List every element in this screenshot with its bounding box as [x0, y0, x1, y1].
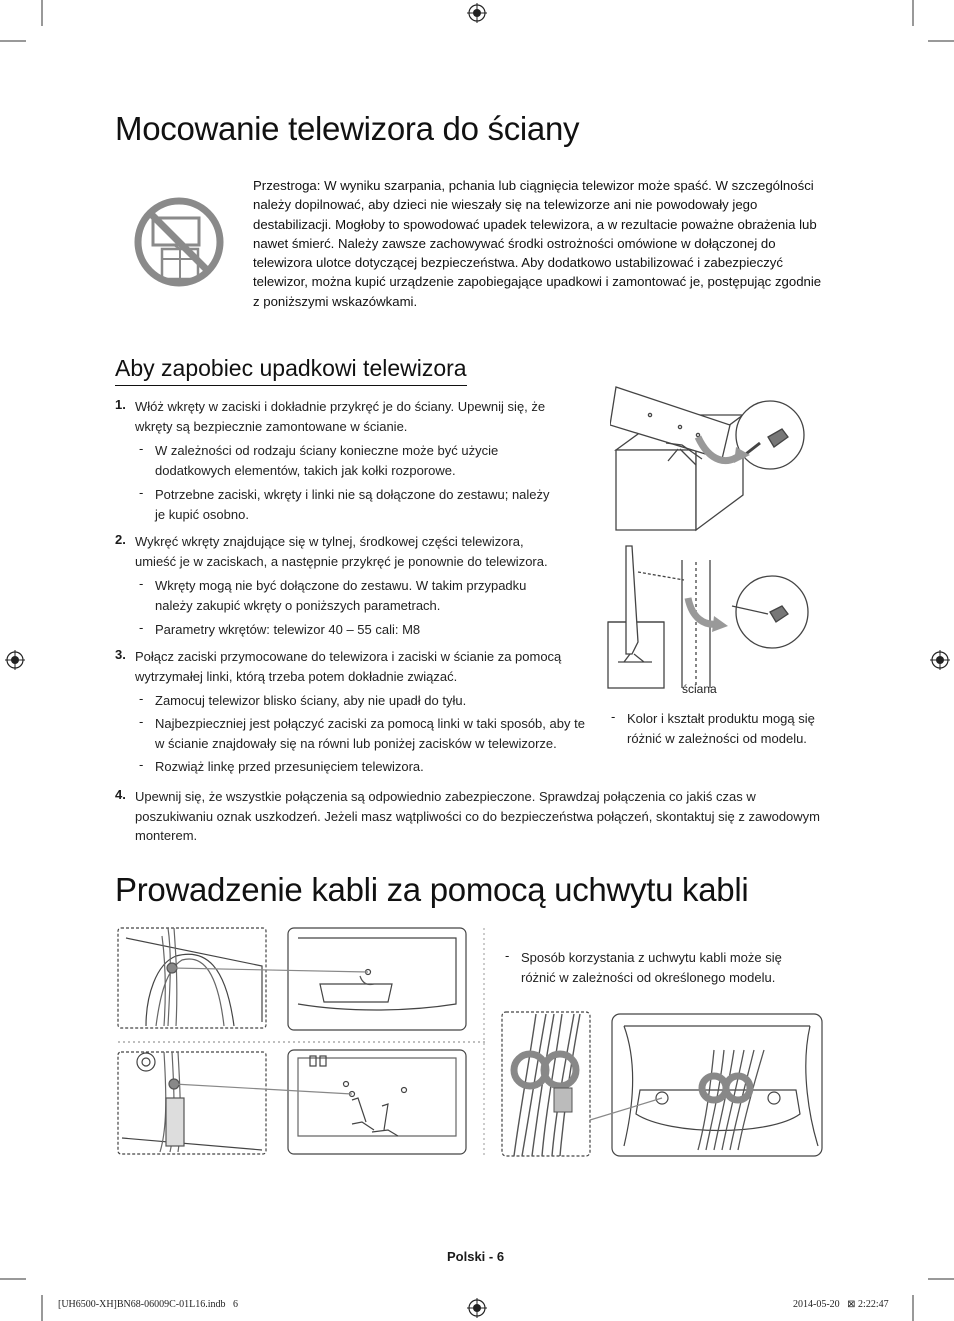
subsection-title-prevent-fall: Aby zapobiec upadkowi telewizora [115, 355, 467, 386]
step-text: Włóż wkręty w zaciski i dokładnie przykręć je do ściany. Upewnij się, że wkręty są bezpiecznie zamontowane w ścianie. [135, 399, 546, 434]
note-dash: - [505, 948, 510, 963]
note-dash: - [139, 691, 144, 706]
cable-holder-note: Sposób korzystania z uchwytu kabli może się różnić w zależności od określonego modelu. [521, 950, 782, 985]
step-note: Zamocuj telewizor blisko ściany, aby nie upadł do tyłu. [155, 693, 467, 708]
step-note: Rozwiąż linkę przed przesunięciem telewizora. [155, 759, 424, 774]
step-text: Upewnij się, że wszystkie połączenia są odpowiednio zabezpieczone. Sprawdzaj połączenia co jakiś czas w poszukiwaniu oznak uszkodzeń. Jeżeli masz wątpliwości co do bezpieczeństwa połączeń, skontaktuj się z zawodowym monterem. [135, 789, 821, 844]
step-note: Potrzebne zaciski, wkręty i linki nie są dołączone do zestawu; należy je kupić osobno. [155, 487, 550, 522]
step-note: Wkręty mogą nie być dołączone do zestawu. W takim przypadku należy zakupić wkręty o poniższych parametrach. [155, 578, 527, 613]
step-number: 1. [115, 397, 126, 412]
registration-target-icon [5, 650, 25, 670]
registration-target-icon [930, 650, 950, 670]
tv-wall-side-view-illustration [604, 542, 814, 692]
registration-target-icon [467, 1298, 487, 1318]
step-note: W zależności od rodzaju ściany konieczne może być użycie dodatkowych elementów, takich jak kołki rozporowe. [155, 443, 499, 478]
section-title-wall-mount: Mocowanie telewizora do ściany [115, 110, 580, 147]
section-title-cable-management: Prowadzenie kabli za pomocą uchwytu kabli [115, 871, 749, 908]
note-dash: - [139, 757, 144, 772]
note-dash: - [139, 485, 144, 500]
step-number: 3. [115, 647, 126, 662]
step-text: Połącz zaciski przymocowane do telewizora i zaciski w ścianie za pomocą wytrzymałej linki, którą trzeba potem dokładnie związać. [135, 649, 562, 684]
note-dash: - [139, 714, 144, 729]
step-note: Najbezpieczniej jest połączyć zaciski za pomocą linki w taki sposób, aby te w ścianie znajdowały się na równi lub poniżej zacisków w telewizorze. [155, 716, 585, 751]
print-file-info: [UH6500-XH]BN68-06009C-01L16.indb 6 [58, 1299, 238, 1310]
tv-stand-clip-illustration [610, 385, 810, 533]
step-text: Wykręć wkręty znajdujące się w tylnej, środkowej części telewizora, umieść je w zaciskach, a następnie przykręć je ponownie do telewizora. [135, 534, 548, 569]
note-dash: - [139, 576, 144, 591]
step-number: 2. [115, 532, 126, 547]
figure-note: Kolor i kształt produktu mogą się różnić w zależności od modelu. [627, 711, 815, 746]
wall-label: ściana [682, 682, 717, 696]
page-number: Polski - 6 [447, 1249, 505, 1264]
note-dash: - [139, 620, 144, 635]
print-timestamp: 2014-05-20 ⊠ 2:22:47 [793, 1299, 889, 1310]
cable-holder-illustrations-left [116, 926, 488, 1160]
note-dash: - [139, 441, 144, 456]
caution-warning-text: Przestroga: W wyniku szarpania, pchania lub ciągnięcia telewizor może spaść. W szczególności należy dopilnować, aby dzieci nie wieszały się na telewizorze ani nie powodowały jego destabilizacji. Mogłoby to spowodować upadek telewizora, a w rezultacie poważne obrażenia lub nawet śmierć. Należy zawsze zachowywać środki ostrożności omówione w dołączonej do telewizora ulotce dotyczącej bezpieczeństwa. Aby dodatkowo ustabilizować i zabezpieczyć telewizor, można kupić urządzenie zapobiegające upadkowi i zamontować je, postępując zgodnie z poniższymi wskazówkami. [253, 178, 822, 309]
step-note: Parametry wkrętów: telewizor 40 – 55 cali: M8 [155, 622, 421, 637]
step-number: 4. [115, 787, 126, 802]
cable-clip-illustrations-right [500, 1010, 826, 1160]
registration-target-icon [467, 3, 487, 23]
no-climbing-prohibition-icon [133, 196, 225, 288]
note-dash: - [611, 709, 616, 724]
